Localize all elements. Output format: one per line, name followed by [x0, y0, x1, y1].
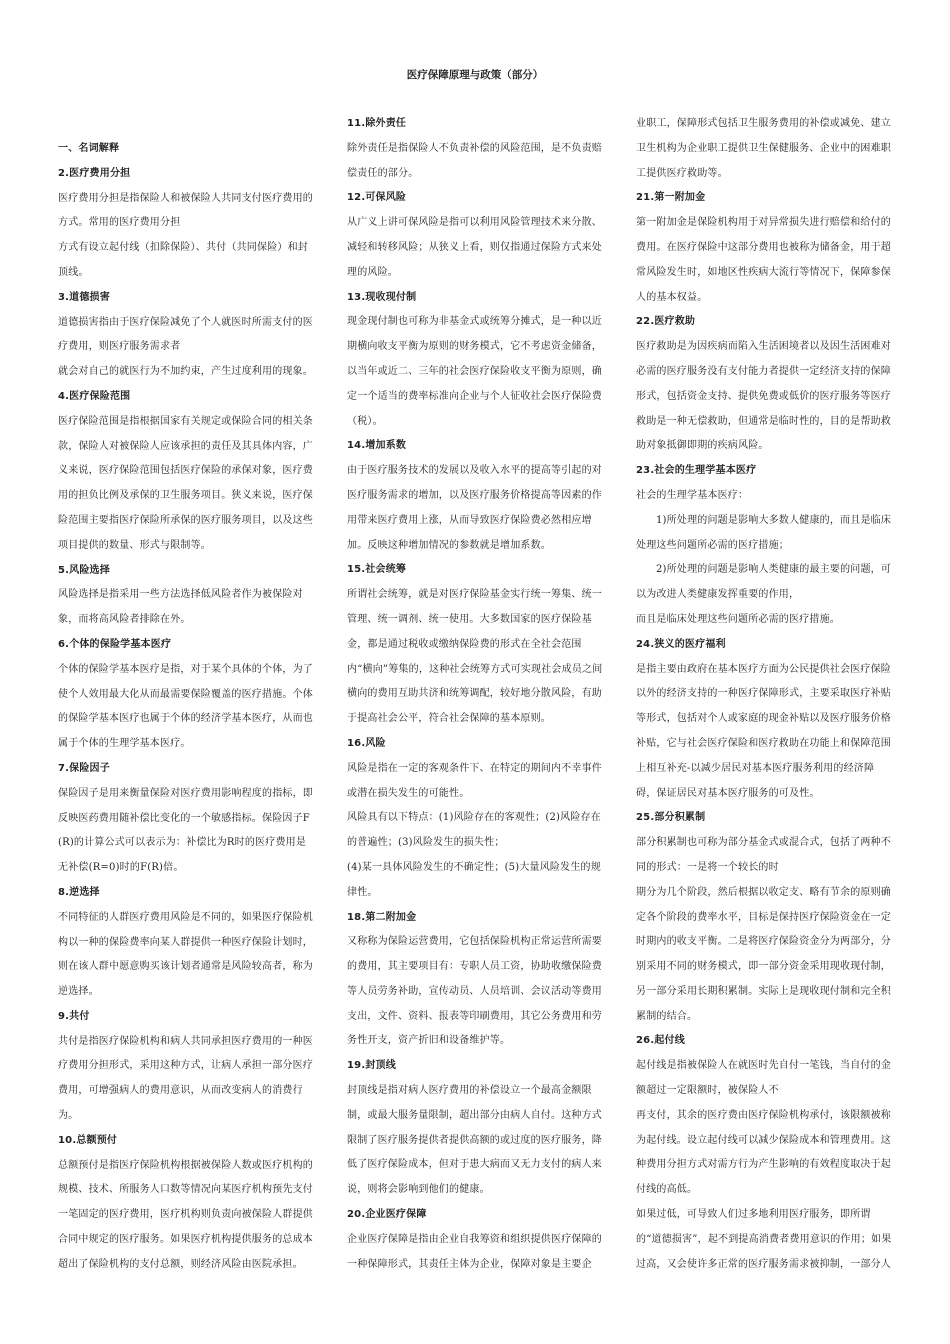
term-heading: 9.共付 — [58, 1010, 90, 1022]
paragraph: 个体的保险学基本医疗是指，对于某个具体的个体，为了使个人效用最大化从而最需要保险覆盖的医疗措施。个体的保险学基本医疗也属于个体的经济学基本医疗，从而也属于个体的生理学基本医疗。 — [58, 663, 313, 750]
column-left — [58, 137, 316, 1278]
paragraph: 风险具有以下特点：(1)风险存在的客观性；(2)风险存在的普遍性；(3)风险发生的损失性； — [347, 812, 601, 849]
paragraph: 部分积累制也可称为部分基金式或混合式，包括了两种不同的形式：一是将一个较长的时 — [636, 837, 891, 873]
paragraph: 而且是临床处理这些问题所必需的医疗措施。 — [636, 613, 840, 625]
paragraph: 第一附加金是保险机构用于对异常损失进行赔偿和给付的费用。在医疗保险中这部分费用也被称为储备金，用于超常风险发生时，如地区性疾病大流行等情况下，保障参保人的基本权益。 — [636, 217, 891, 303]
paragraph: 不同特征的人群医疗费用风险是不同的，如果医疗保险机构以一种的保险费率向某人群提供一种医疗保险计划时，则在该人群中愿意购买该计划者通常是风险较高者，称为逆选择。 — [58, 911, 313, 998]
paragraph: 封顶线是指对病人医疗费用的补偿设立一个最高金额限制，或最大服务量限制，超出部分由病人自付。这种方式限制了医疗服务提供者提供高额的或过度的医疗服务，降低了医疗保险成本，但对于患大病而又无力支付的病人来说，则将会影响到他们的健康。 — [347, 1085, 602, 1196]
term-heading: 3.道德损害 — [58, 291, 110, 303]
paragraph: 医疗费用分担是指保险人和被保险人共同支付医疗费用的方式。常用的医疗费用分担 — [58, 192, 313, 229]
paragraph: 共付是指医疗保险机构和病人共同承担医疗费用的一种医疗费用分担形式，采用这种方式，让病人承担一部分医疗费用，可增强病人的费用意识，从而改变病人的消费行为。 — [58, 1035, 313, 1122]
term-heading: 16.风险 — [347, 737, 386, 749]
term-heading: 23.社会的生理学基本医疗 — [636, 465, 757, 477]
term-heading: 12.可保风险 — [347, 192, 407, 204]
column-middle — [347, 112, 605, 1277]
term-heading: 22.医疗救助 — [636, 316, 696, 328]
term-heading: 8.逆选择 — [58, 886, 100, 898]
paragraph: 方式有设立起付线（扣除保险）、共付（共同保险）和封顶线。 — [58, 242, 308, 278]
paragraph: 总额预付是指医疗保险机构根据被保险人数或医疗机构的规模、技术、所服务人口数等情况向某医疗机构预先支付一笔固定的医疗费用，医疗机构则负责向被保险人群提供合同中规定的医疗服务。如果医疗机构提供服务的总成本超出了保险机构的支付总额，则经济风险由医院承担。 — [58, 1159, 313, 1270]
term-heading: 24.狭义的医疗福利 — [636, 638, 726, 650]
paragraph: 保险因子是用来衡量保险对医疗费用影响程度的指标，即反映医药费用随补偿比变化的一个敏感指标。保险因子F(R)的计算公式可以表示为：补偿比为R时的医疗费用是无补偿(R=0)时的F(R)倍。 — [58, 787, 313, 874]
term-heading: 7.保险因子 — [58, 762, 110, 774]
paragraph: 期分为几个阶段，然后根据以收定支、略有节余的原则确定各个阶段的费率水平，目标是保持医疗保险资金在一定时期内的收支平衡。二是将医疗保险资金分为两部分，分别采用不同的财务模式，即一部分资金采用现收现付制，另一部分采用长期积累制。实际上是现收现付制和完全积累制的结合。 — [636, 886, 891, 1022]
paragraph: 所谓社会统筹，就是对医疗保险基金实行统一筹集、统一管理、统一调剂、统一使用。大多数国家的医疗保险基金，都是通过税收或缴纳保险费的形式在全社会范围内“横向”筹集的，这种社会统筹方式可实现社会成员之间横向的费用互助共济和统筹调配，较好地分散风险，有助于提高社会公平，符合社会保障的基本原则。 — [347, 589, 603, 725]
term-heading: 14.增加系数 — [347, 440, 407, 452]
term-heading: 10.总额预付 — [58, 1134, 118, 1146]
paragraph: 如果过低，可导致人们过多地利用医疗服务，即所谓的“道德损害”，起不到提高消费者费用意识的作用；如果过高，又会使许多正常的医疗服务需求被抑制，一部分人 — [636, 1209, 892, 1270]
column-right — [636, 112, 894, 1277]
term-heading: 20.企业医疗保障 — [347, 1209, 427, 1221]
paragraph: 现金现付制也可称为非基金式或统筹分摊式，是一种以近期横向收支平衡为原则的财务模式，它不考虑资金储备，以当年或近二、三年的社会医疗保险收支平衡为原则，确定一个适当的费率标准向企业与个人征收社会医疗保险费（税）。 — [347, 316, 602, 427]
paragraph: 从广义上讲可保风险是指可以利用风险管理技术来分散、减轻和转移风险；从狭义上看，则仅指通过保险方式来处理的风险。 — [347, 217, 602, 278]
paragraph: 企业医疗保障是指由企业自我筹资和组织提供医疗保障的一种保障形式，其责任主体为企业，保障对象是主要企 — [347, 1233, 602, 1270]
paragraph: 就会对自己的就医行为不加约束，产生过度利用的现象。 — [58, 366, 313, 378]
paragraph: 2)所处理的问题是影响人类健康的最主要的问题，可以为改进人类健康发挥重要的作用， — [636, 564, 892, 601]
paragraph: (4)某一具体风险发生的不确定性；(5)大量风险发生的规律性。 — [347, 861, 601, 898]
term-heading: 18.第二附加金 — [347, 911, 417, 923]
paragraph: 社会的生理学基本医疗： — [636, 489, 749, 501]
term-heading: 6.个体的保险学基本医疗 — [58, 638, 172, 650]
paragraph: 起付线是指被保险人在就医时先自付一笔钱，当自付的金额超过一定限额时，被保险人不 — [636, 1060, 891, 1097]
term-heading: 5.风险选择 — [58, 564, 110, 576]
paragraph: 又称称为保险运营费用，它包括保险机构正常运营所需要的费用，其主要项目有：专职人员工资，协助收缴保险费等人员劳务补助，宣传动员、人员培训、会议活动等费用支出，文件、资料、报表等印刷费用，其它公务费用和劳务性开支，资产折旧和设备维护等。 — [347, 936, 602, 1047]
paragraph: 风险是指在一定的客观条件下、在特定的期间内不幸事件或潜在损失发生的可能性。 — [347, 762, 602, 799]
paragraph: 风险选择是指采用一些方法选择低风险者作为被保险对象，而将高风险者排除在外。 — [58, 589, 303, 626]
term-heading: 2.医疗费用分担 — [58, 167, 131, 179]
paragraph: 是指主要由政府在基本医疗方面为公民提供社会医疗保险以外的经济支持的一种医疗保障形式，主要采取医疗补贴等形式，包括对个人或家庭的现金补贴以及医疗服务价格补贴，它与社会医疗保险和医疗救助在功能上和保障范围上相互补充-以减少居民对基本医疗服务利用的经济障碍，保证居民对基本医疗服务的可及性。 — [636, 663, 891, 799]
document-title: 医疗保障原理与政策（部分） — [406, 69, 544, 81]
term-heading: 11.除外责任 — [347, 118, 407, 129]
term-heading: 25.部分积累制 — [636, 812, 706, 824]
paragraph: 1)所处理的问题是影响大多数人健康的，而且是临床处理这些问题所必需的医疗措施； — [636, 514, 892, 551]
paragraph: 再支付，其余的医疗费由医疗保险机构承付，该限额被称为起付线。设立起付线可以减少保险成本和管理费用。这种费用分担方式对需方行为产生影响的有效程度取决于起付线的高低。 — [636, 1109, 891, 1196]
term-heading: 4.医疗保险范围 — [58, 390, 131, 402]
paragraph: 业职工，保障形式包括卫生服务费用的补偿或减免、建立卫生机构为企业职工提供卫生保健服务、企业中的困难职工提供医疗救助等。 — [636, 118, 891, 179]
term-heading: 13.现收现付制 — [347, 291, 417, 303]
term-heading: 19.封顶线 — [347, 1060, 396, 1072]
term-heading: 15.社会统筹 — [347, 564, 407, 576]
paragraph: 除外责任是指保险人不负责补偿的风险范围，是不负责赔偿责任的部分。 — [347, 142, 602, 179]
term-heading: 一、名词解释 — [58, 143, 120, 154]
paragraph: 医疗保险范围是指根据国家有关规定或保险合同的相关条款，保险人对被保险人应该承担的责任及其具体内容，广义来说，医疗保险范围包括医疗保险的承保对象，医疗费用的担负比例及承保的卫生服务项目。狭义来说，医疗保险范围主要指医疗保险所承保的医疗服务项目，以及这些项目提供的数量、形式与限制等。 — [58, 415, 313, 551]
term-heading: 26.起付线 — [636, 1035, 685, 1047]
paragraph: 道德损害指由于医疗保险减免了个人就医时所需支付的医疗费用，则医疗服务需求者 — [58, 316, 313, 353]
term-heading: 21.第一附加金 — [636, 192, 706, 204]
paragraph: 医疗救助是为因疾病而陷入生活困境者以及因生活困难对必需的医疗服务没有支付能力者提供一定经济支持的保障形式，包括资金支持、提供免费或低价的医疗服务等医疗救助是一种无偿救助，但通常是临时性的，目的是帮助救助对象抵御即期的疾病风险。 — [636, 341, 891, 452]
paragraph: 由于医疗服务技术的发展以及收入水平的提高等引起的对医疗服务需求的增加，以及医疗服务价格提高等因素的作用带来医疗费用上涨，从而导致医疗保险费必然相应增加。反映这种增加情况的参数就是增加系数。 — [347, 465, 602, 551]
